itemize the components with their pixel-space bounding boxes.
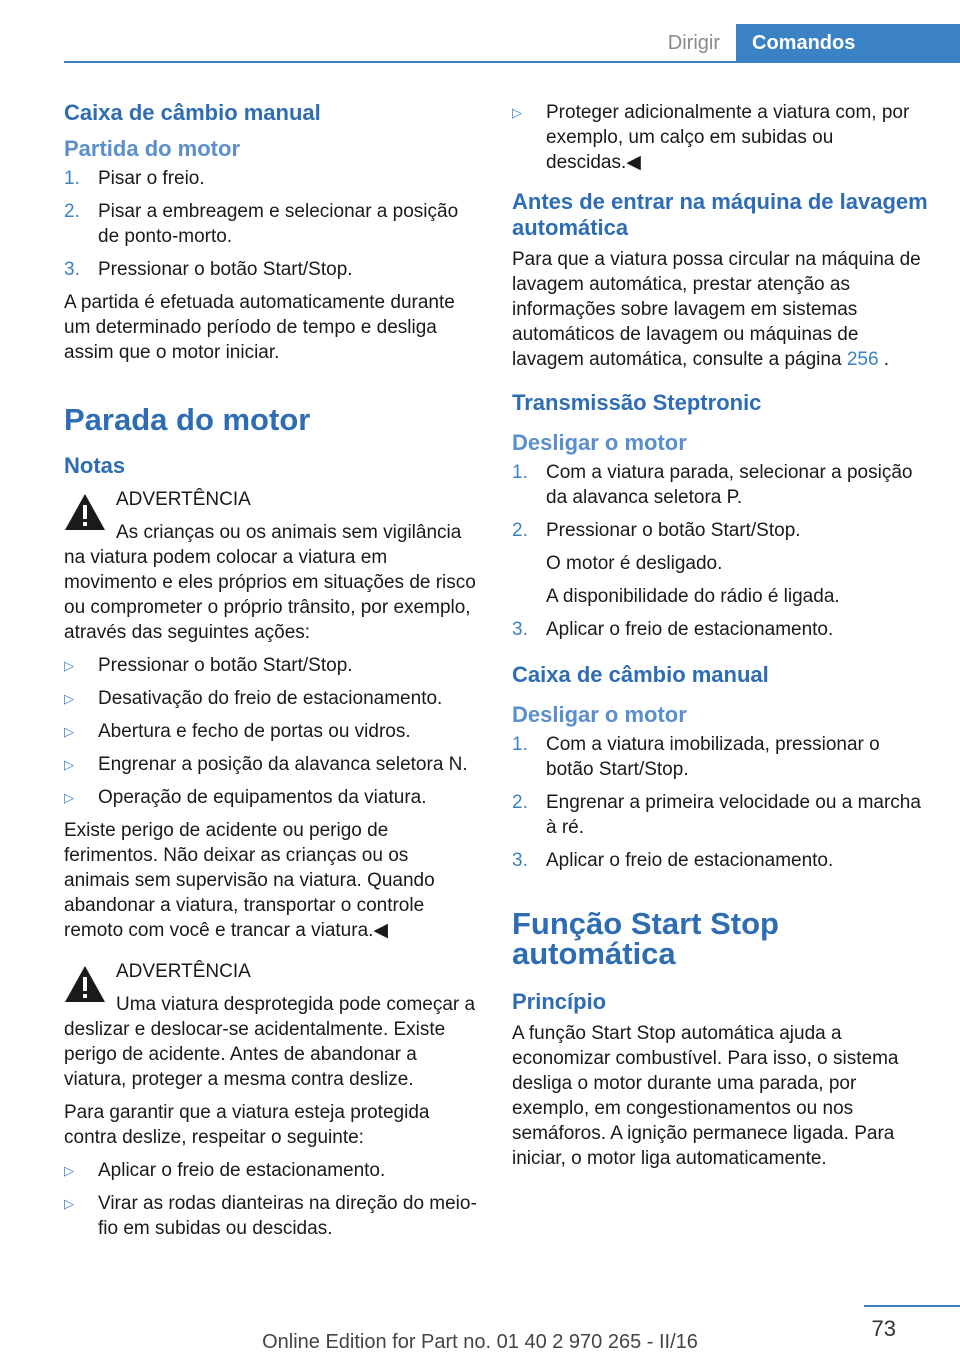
step-text: Engrenar a primeira velocidade ou a marcha à ré.: [546, 792, 921, 838]
paragraph-perigo: Existe perigo de acidente ou perigo de ferimentos. Não deixar as crianças ou os animais sem supervisão na viatura. Quando abandonar a viatura, transportar o controle remoto com você e trancar a viatura.◀: [64, 820, 435, 941]
triangle-right-icon: ▷: [64, 1163, 74, 1178]
bullet-text: Abertura e fecho de portas ou vidros.: [98, 721, 411, 742]
list-item: [512, 617, 928, 642]
step-text: Pressionar o botão Start/Stop.: [546, 520, 801, 541]
step-number: 3.: [64, 259, 80, 280]
triangle-right-icon: ▷: [64, 1196, 74, 1211]
step-number: 2.: [64, 201, 80, 222]
triangle-right-icon: ▷: [64, 691, 74, 706]
triangle-right-icon: ▷: [512, 105, 522, 120]
lavagem-text: Para que a viatura possa circular na máquina de lavagem automática, prestar atenção as informações sobre lavagem em sistemas automáticos de lavagem ou máquinas de lavagem automática, consulte a página: [512, 249, 921, 370]
bullet-text: Pressionar o botão Start/Stop.: [98, 655, 353, 676]
page-number: 73: [871, 1316, 896, 1341]
paragraph-garantir: Para garantir que a viatura esteja protegida contra deslize, respeitar o seguinte:: [64, 1102, 430, 1148]
list-item: [64, 166, 478, 191]
warning-triangle-icon: [64, 965, 106, 1003]
bullet-text: Proteger adicionalmente a viatura com, por exemplo, um calço em subidas ou descidas.◀: [546, 102, 910, 173]
list-item: [64, 719, 478, 744]
list-item: [512, 518, 928, 543]
heading-parada-motor: Parada do motor: [64, 402, 311, 437]
warning-block-2: [64, 959, 478, 1092]
step-number: 1.: [64, 168, 80, 189]
warning-title: ADVERTÊNCIA: [116, 961, 251, 982]
list-item: [64, 752, 478, 777]
bullet-text: Desativação do freio de estacionamento.: [98, 688, 443, 709]
list-item: [512, 100, 928, 175]
step-note: O motor é desligado.: [546, 553, 723, 574]
bullet-text: Aplicar o freio de estacionamento.: [98, 1160, 386, 1181]
step-number: 3.: [512, 850, 528, 871]
list-item: [64, 686, 478, 711]
heading-funcao-start-stop: Função Start Stop automática: [512, 906, 779, 971]
heading-partida-motor: Partida do motor: [64, 136, 241, 161]
list-item: [64, 785, 478, 810]
warning-triangle-icon: [64, 493, 106, 531]
left-column: [64, 100, 478, 1249]
list-item: [64, 257, 478, 282]
bullet-text: Operação de equipamentos da viatura.: [98, 787, 427, 808]
step-text: Com a viatura parada, selecionar a posição da alavanca seletora P.: [546, 462, 913, 508]
list-item: [512, 790, 928, 840]
triangle-right-icon: ▷: [64, 790, 74, 805]
heading-caixa-cambio: Caixa de câmbio manual: [64, 100, 321, 125]
footer-rule: [864, 1305, 960, 1307]
list-item: [512, 848, 928, 873]
triangle-right-icon: ▷: [64, 658, 74, 673]
heading-lavagem: Antes de entrar na máquina de lavagem automática: [512, 189, 928, 240]
heading-principio: Princípio: [512, 989, 607, 1014]
heading-caixa-cambio-2: Caixa de câmbio manual: [512, 662, 769, 687]
triangle-right-icon: ▷: [64, 757, 74, 772]
list-item: [64, 1191, 478, 1241]
heading-steptronic: Transmissão Steptronic: [512, 390, 762, 415]
tab-comandos: Comandos: [736, 24, 960, 62]
tab-dirigir: Dirigir: [667, 32, 720, 54]
header-rule: [64, 61, 960, 63]
paragraph-principio: A função Start Stop automática ajuda a economizar combustível. Para isso, o sistema desliga o motor durante uma parada, por exemplo, em congestionamentos ou nos semáforos. A ignição permanece ligada. Para iniciar, o motor liga automaticamente.: [512, 1023, 899, 1169]
step-text: Com a viatura imobilizada, pressionar o botão Start/Stop.: [546, 734, 880, 780]
step-text: Pisar o freio.: [98, 168, 205, 189]
list-item: [512, 460, 928, 510]
right-column: [512, 100, 928, 1179]
step-text: Pressionar o botão Start/Stop.: [98, 259, 353, 280]
step-number: 3.: [512, 619, 528, 640]
paragraph-partida: A partida é efetuada automaticamente durante um determinado período de tempo e desliga assim que o motor iniciar.: [64, 292, 455, 363]
lavagem-end: .: [878, 349, 890, 370]
list-item: [512, 732, 928, 782]
triangle-right-icon: ▷: [64, 724, 74, 739]
step-number: 1.: [512, 462, 528, 483]
step-note: A disponibilidade do rádio é ligada.: [546, 586, 840, 607]
heading-desligar-2: Desligar o motor: [512, 702, 687, 727]
bullet-text: Engrenar a posição da alavanca seletora N.: [98, 754, 468, 775]
bullet-text: Virar as rodas dianteiras na direção do meio-fio em subidas ou descidas.: [98, 1193, 477, 1239]
step-number: 2.: [512, 520, 528, 541]
step-text: Aplicar o freio de estacionamento.: [546, 619, 834, 640]
paragraph-lavagem: [512, 247, 928, 372]
heading-notas: Notas: [64, 453, 126, 478]
page-ref-link[interactable]: 256: [846, 349, 879, 370]
footer-edition: Online Edition for Part no. 01 40 2 970 265 - II/16: [262, 1331, 698, 1353]
step-text: Pisar a embreagem e selecionar a posição de ponto-morto.: [98, 201, 459, 247]
step-number: 2.: [512, 792, 528, 813]
warning-block-1: [64, 487, 478, 645]
warning-text: As crianças ou os animais sem vigilância na viatura podem colocar a viatura em movimento e eles próprios em situações de risco ou comprometer o próprio trânsito, por exemplo, através das seguintes ações:: [64, 522, 476, 643]
heading-desligar-1: Desligar o motor: [512, 430, 687, 455]
warning-title: ADVERTÊNCIA: [116, 489, 251, 510]
list-item: [64, 1158, 478, 1183]
step-number: 1.: [512, 734, 528, 755]
step-text: Aplicar o freio de estacionamento.: [546, 850, 834, 871]
warning-text: Uma viatura desprotegida pode começar a deslizar e deslocar-se acidentalmente. Existe perigo de acidente. Antes de abandonar a viatura, proteger a mesma contra deslize.: [64, 994, 476, 1090]
list-item: [64, 199, 478, 249]
list-item: [64, 653, 478, 678]
